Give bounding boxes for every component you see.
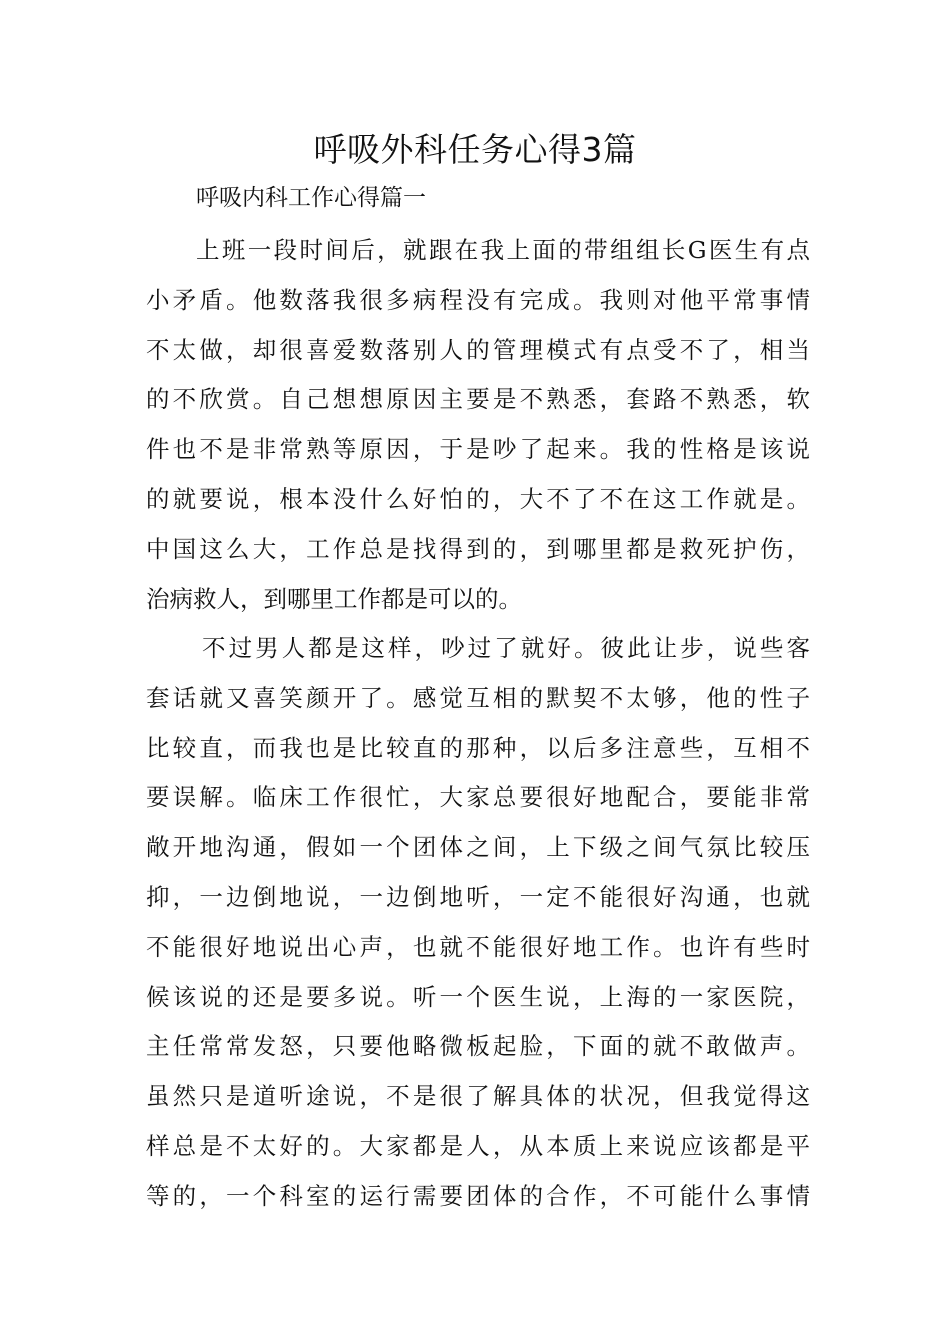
paragraph-line: 等的，一个科室的运行需要团体的合作，不可能什么事情 [146, 1181, 810, 1210]
paragraph-line: 不能很好地说出心声，也就不能很好地工作。也许有些时 [146, 932, 810, 961]
paragraph-line: 虽然只是道听途说，不是很了解具体的状况，但我觉得这 [146, 1082, 810, 1111]
paragraph-line: 不太做，却很喜爱数落别人的管理模式有点受不了，相当 [146, 335, 810, 364]
paragraph-line: 治病救人，到哪里工作都是可以的。 [146, 584, 522, 613]
paragraph-line: 小矛盾。他数落我很多病程没有完成。我则对他平常事情 [146, 285, 810, 314]
paragraph-line: 不过男人都是这样，吵过了就好。彼此让步，说些客 [202, 634, 810, 662]
paragraph-line: 上班一段时间后，就跟在我上面的带组组长G医生有点 [196, 236, 810, 264]
paragraph-line: 比较直，而我也是比较直的那种，以后多注意些，互相不 [146, 733, 810, 762]
paragraph-1 [146, 226, 810, 624]
paragraph-line: 敞开地沟通，假如一个团体之间，上下级之间气氛比较压 [146, 833, 810, 862]
paragraph-line: 的就要说，根本没什么好怕的，大不了不在这工作就是。 [146, 484, 810, 513]
paragraph-line: 中国这么大，工作总是找得到的，到哪里都是救死护伤， [146, 534, 810, 563]
paragraph-2 [146, 624, 810, 1222]
document-title: 呼吸外科任务心得3篇 [313, 130, 637, 169]
paragraph-line: 样总是不太好的。大家都是人，从本质上来说应该都是平 [146, 1131, 810, 1160]
paragraph-line: 套话就又喜笑颜开了。感觉互相的默契不太够，他的性子 [146, 683, 810, 712]
paragraph-line: 件也不是非常熟等原因，于是吵了起来。我的性格是该说 [146, 435, 810, 464]
section-heading: 呼吸内科工作心得篇一 [196, 185, 426, 211]
paragraph-line: 主任常常发怒，只要他略微板起脸，下面的就不敢做声。 [146, 1032, 810, 1061]
paragraph-line: 候该说的还是要多说。听一个医生说，上海的一家医院， [146, 982, 810, 1011]
paragraph-line: 抑，一边倒地说，一边倒地听，一定不能很好沟通，也就 [146, 882, 810, 911]
paragraph-line: 的不欣赏。自己想想原因主要是不熟悉，套路不熟悉，软 [146, 385, 810, 414]
paragraph-line: 要误解。临床工作很忙，大家总要很好地配合，要能非常 [146, 783, 810, 812]
